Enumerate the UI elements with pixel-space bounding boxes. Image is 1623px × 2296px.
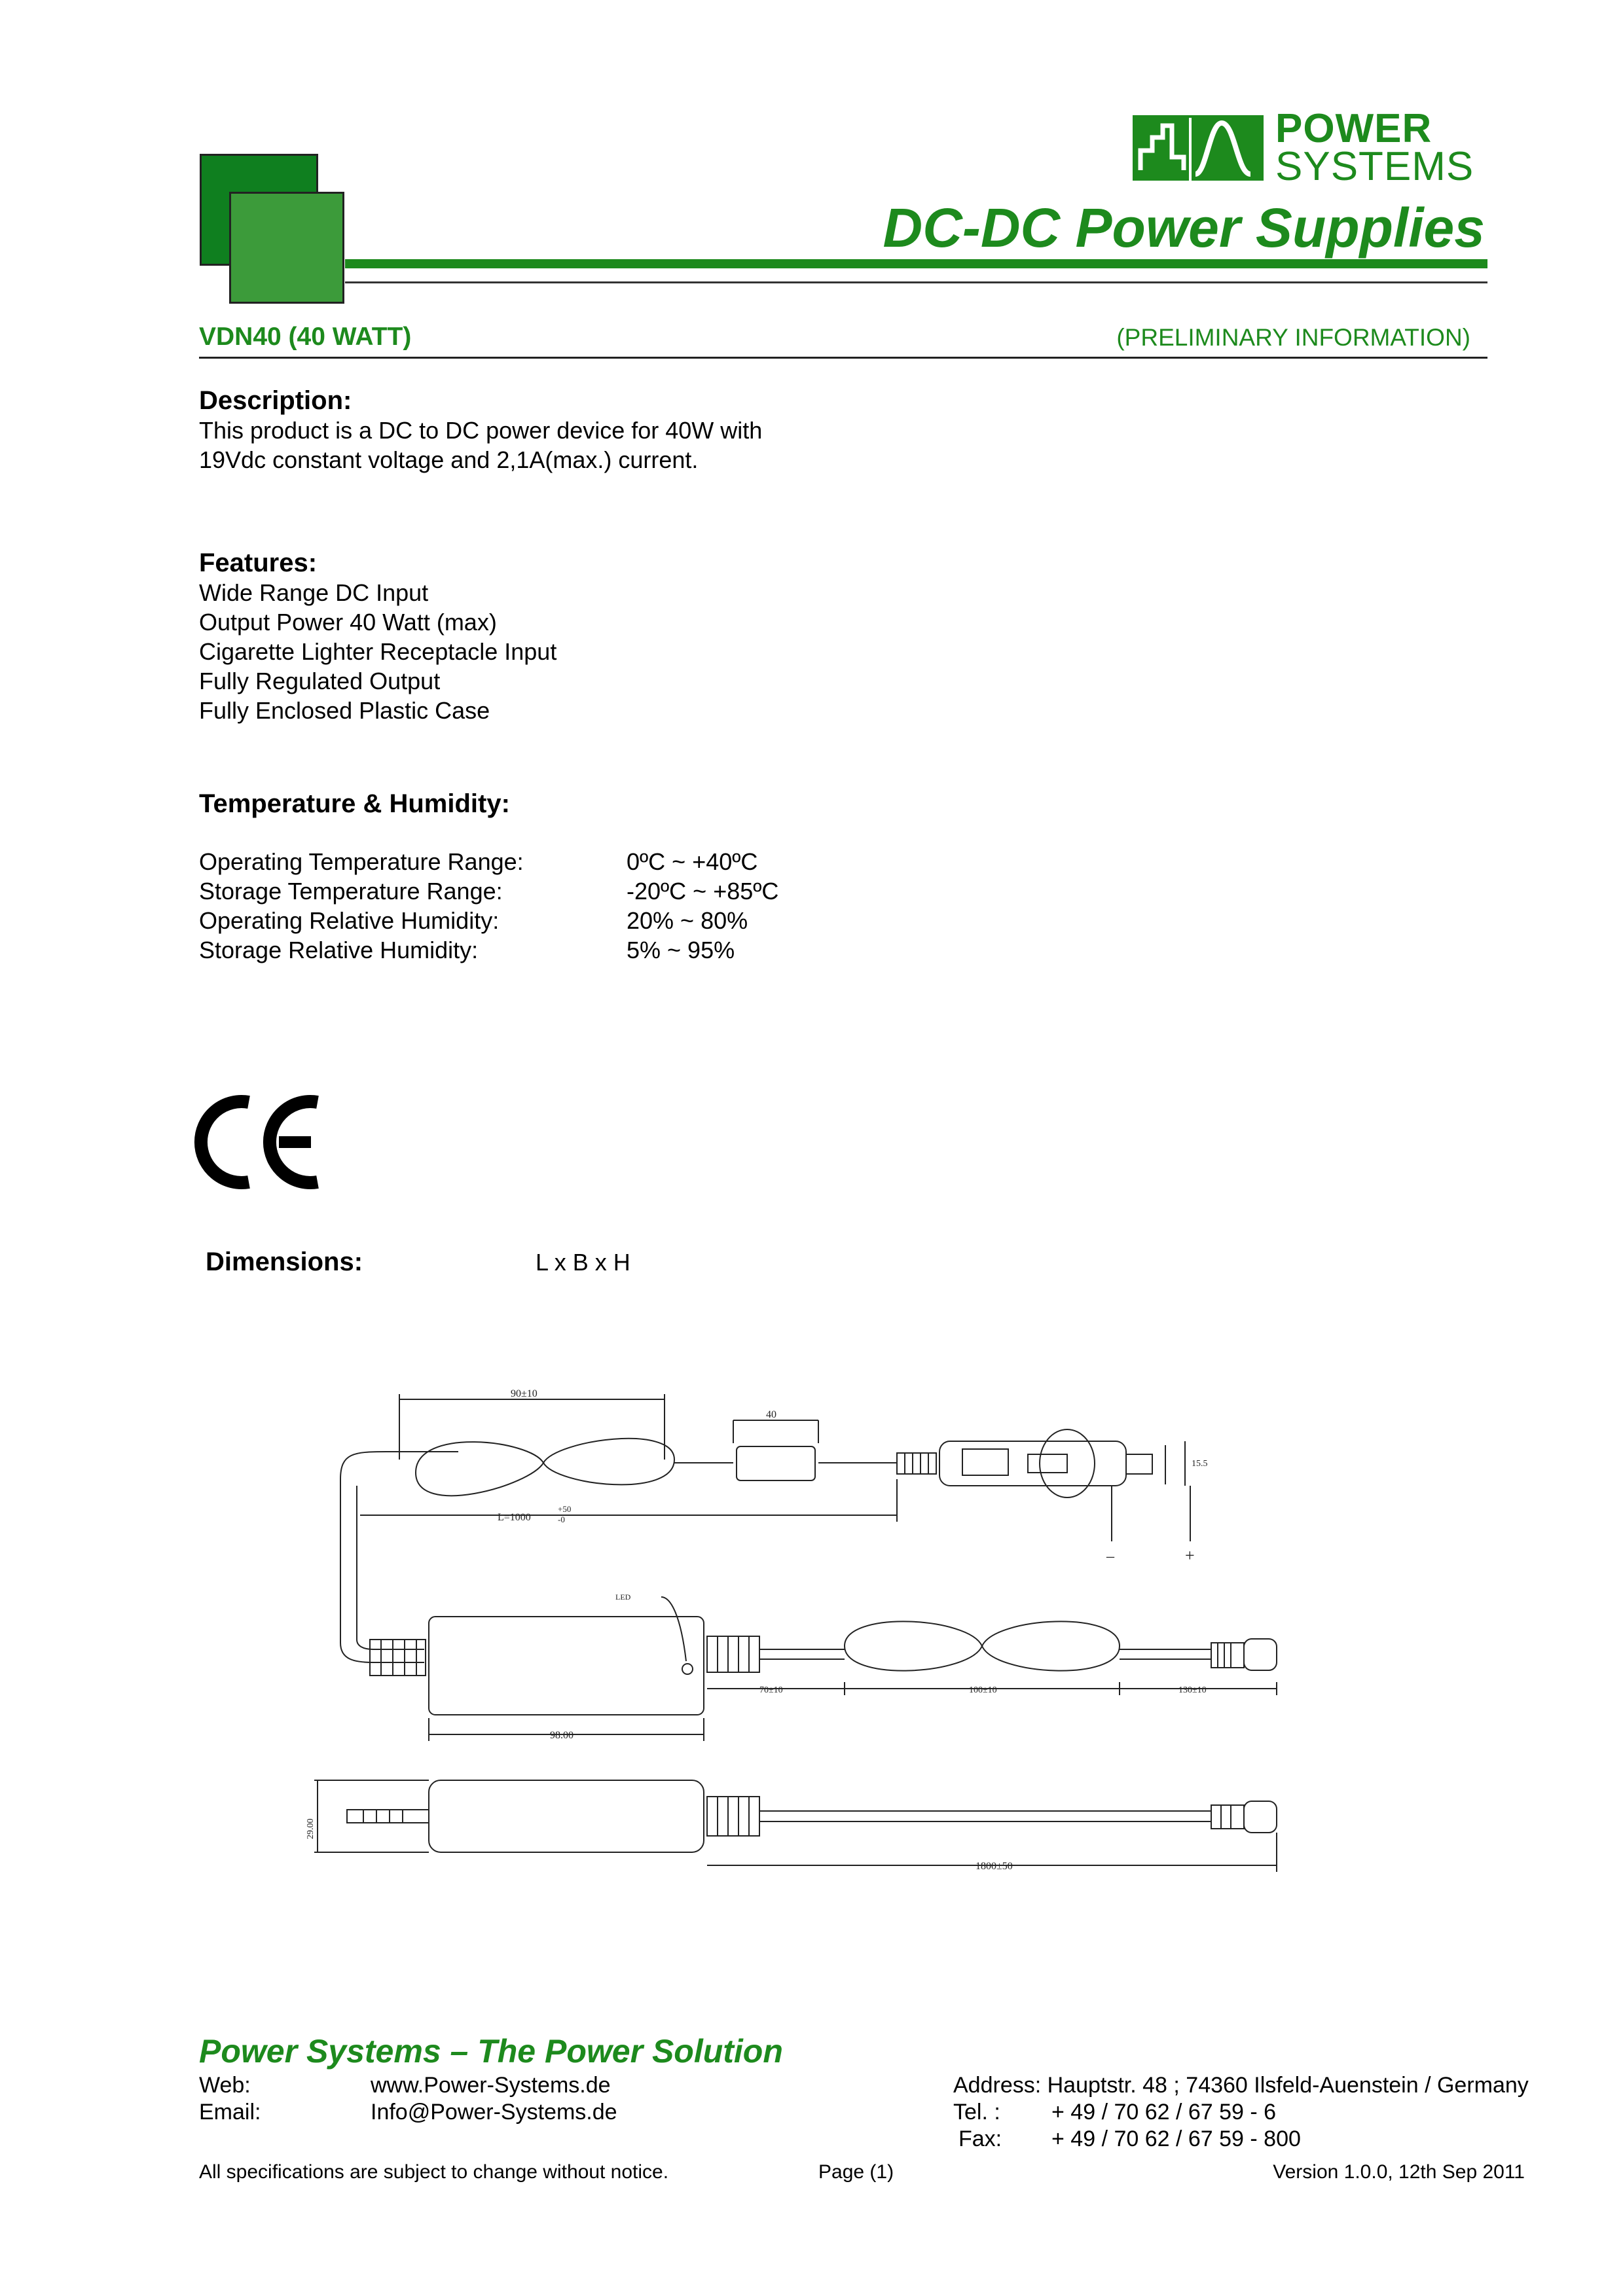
footer-tel: + 49 / 70 62 / 67 59 - 6: [1051, 2100, 1277, 2125]
dim-plus-label: +: [1185, 1546, 1195, 1565]
footer-slogan: Power Systems – The Power Solution: [199, 2033, 783, 2070]
dim-plug-width-label: 15.5: [1192, 1459, 1208, 1469]
description-line: This product is a DC to DC power device for 40W with: [199, 417, 763, 444]
dim-cable-in-label: L=1000: [498, 1512, 531, 1523]
env-label: Operating Temperature Range:: [199, 848, 524, 875]
feature-item: Cigarette Lighter Receptacle Input: [199, 638, 557, 665]
footer-tel-label: Tel. :: [953, 2100, 1000, 2125]
dim-cable-out-label: 1800±50: [976, 1861, 1013, 1872]
description-section: [199, 386, 762, 475]
feature-item: Fully Regulated Output: [199, 668, 441, 694]
feature-item: Fully Enclosed Plastic Case: [199, 697, 490, 724]
logo-line-power: POWER: [1275, 106, 1432, 151]
env-value: 5% ~ 95%: [627, 937, 735, 963]
dim-seg2-label: 100±10: [969, 1685, 997, 1695]
footer-web-link[interactable]: www.Power-Systems.de: [371, 2073, 611, 2098]
environment-heading: Temperature & Humidity:: [199, 789, 510, 818]
power-systems-logo-icon: [1133, 111, 1264, 183]
dimensions-heading: Dimensions:: [206, 1247, 363, 1276]
model-rule: [199, 357, 1487, 359]
env-value: -20ºC ~ +85ºC: [627, 878, 779, 905]
dim-ferrite-label: 40: [766, 1409, 776, 1420]
footer-page-number: Page (1): [818, 2161, 894, 2183]
dim-seg1-label: 70±10: [759, 1685, 783, 1695]
dim-loop1-label: 90±10: [511, 1388, 538, 1399]
feature-item: Output Power 40 Watt (max): [199, 609, 497, 636]
environment-table: [199, 847, 778, 965]
footer-fax: + 49 / 70 62 / 67 59 - 800: [1051, 2126, 1301, 2151]
environment-row: [199, 847, 778, 876]
ce-mark-icon: [196, 1093, 327, 1191]
footer-email-label: Email:: [199, 2100, 261, 2125]
footer-fax-label: Fax:: [958, 2126, 1002, 2151]
footer-address: Address: Hauptstr. 48 ; 74360 Ilsfeld-Auenstein / Germany: [953, 2073, 1529, 2098]
environment-row: [199, 876, 778, 906]
header-rule: [345, 281, 1487, 283]
page-title: DC-DC Power Supplies: [883, 197, 1485, 259]
env-value: 0ºC ~ +40ºC: [627, 848, 758, 875]
logo-line-systems: SYSTEMS: [1275, 144, 1474, 189]
dim-height-label: 29.00: [306, 1818, 316, 1839]
footer-web-label: Web:: [199, 2073, 251, 2098]
environment-row: [199, 935, 778, 965]
footer-version: Version 1.0.0, 12th Sep 2011: [1273, 2161, 1525, 2183]
footer-disclaimer: All specifications are subject to change without notice.: [199, 2161, 669, 2183]
env-label: Storage Relative Humidity:: [199, 937, 479, 963]
dimension-drawing: [308, 1381, 1329, 1878]
logo-wordmark: [1275, 106, 1474, 189]
dim-minus-label: –: [1106, 1548, 1114, 1565]
features-heading: Features:: [199, 548, 318, 577]
dim-cable-in-tol-minus: -0: [558, 1515, 565, 1524]
env-label: Operating Relative Humidity:: [199, 907, 500, 934]
dim-led-label: LED: [615, 1592, 631, 1602]
description-heading: Description:: [199, 386, 352, 415]
dim-length-label: 98.00: [550, 1730, 574, 1741]
dim-cable-in-tol-plus: +50: [558, 1504, 572, 1514]
feature-item: Wide Range DC Input: [199, 579, 429, 606]
env-value: 20% ~ 80%: [627, 907, 748, 934]
environment-row: [199, 906, 778, 935]
footer-email-link[interactable]: Info@Power-Systems.de: [371, 2100, 617, 2125]
dimensions-value: L x B x H: [536, 1249, 630, 1276]
dim-seg3-label: 130±10: [1178, 1685, 1207, 1695]
features-section: [199, 548, 556, 725]
product-model: VDN40 (40 WATT): [199, 323, 412, 351]
header-green-bar: [345, 259, 1487, 268]
header-square-light: [229, 192, 344, 304]
env-label: Storage Temperature Range:: [199, 878, 503, 905]
preliminary-label: (PRELIMINARY INFORMATION): [1116, 324, 1470, 351]
description-line: 19Vdc constant voltage and 2,1A(max.) current.: [199, 446, 699, 473]
